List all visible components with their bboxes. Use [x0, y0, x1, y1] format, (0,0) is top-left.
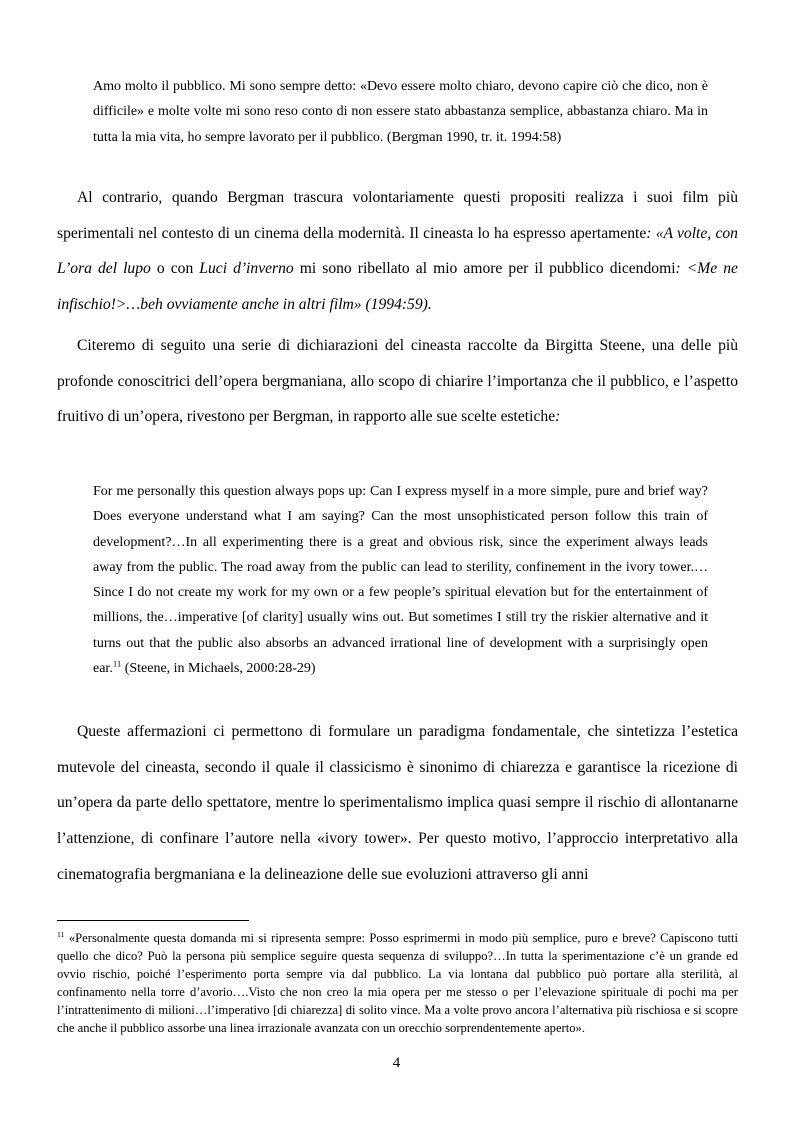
quote-text: For me personally this question always pops up: Can I express myself in a more simple, pure and brief way? Does everyone understand what I am saying? Can the most unsophisticated person follow this train of development?…In all experimenting there is a great and obvious risk, since the experiment always leads away from the public. The road away from the public can lead to sterility, confinement in the ivory tower.…Since I do not create my work for my own or a few people’s spiritual elevation but for the entertainment of millions, the…imperative [of clarity] usually wins out. But sometimes I still try the riskier alternative and it turns out that the public also absorbs an advanced irrational line of development with a surprisingly open ear.	[93, 484, 708, 677]
paragraph-text-italic: : «A volte, con	[646, 224, 738, 242]
footnote-11	[57, 929, 738, 1038]
paragraph-text: Al contrario, quando Bergman trascura volontariamente questi propositi realizza i suoi film più sperimentali nel contesto di un cinema della modernità. Il cineasta lo ha espresso apertamente	[57, 189, 738, 242]
quote-citation: (Steene, in Michaels, 2000:28-29)	[121, 661, 316, 677]
paragraph-text-italic: : <Me ne infischio!>…beh ovviamente anche in altri film» (1994:59).	[57, 260, 738, 314]
paragraph-text: mi sono ribellato al mio amore per il pubblico dicendomi	[293, 260, 676, 278]
footnote-reference[interactable]: 11	[112, 658, 122, 669]
paragraph-text: Queste affermazioni ci permettono di formulare un paradigma fondamentale, che sintetizza l’estetica mutevole del cineasta, secondo il quale il classicismo è sinonimo di chiarezza e garantisce la ricezione di un’opera da parte dello spettatore, mentre lo sperimentalismo implica quasi sempre il rischio di allontanarne l’attenzione, di confinare l’autore nella «ivory tower». Per questo motivo, l’approccio interpretativo alla cinematografia bergmaniana e la delineazione delle sue evoluzioni attraverso gli anni	[57, 723, 738, 883]
body-paragraph-modernity	[57, 180, 738, 323]
film-title-luci-d-inverno: Luci d’inverno	[199, 260, 294, 278]
page-number: 4	[392, 1055, 401, 1071]
paragraph-text: o con	[150, 260, 200, 278]
block-quote-bergman	[93, 74, 708, 150]
footnote-number: 11	[57, 929, 65, 939]
paragraph-colon: :	[555, 408, 561, 426]
footnote-separator	[57, 920, 249, 921]
block-quote-steene	[93, 479, 708, 681]
film-title-ora-del-lupo: L’ora del lupo	[57, 260, 151, 278]
footnote-text: «Personalmente questa domanda mi si ripresenta sempre: Posso esprimermi in modo più semplice, puro e breve? Capiscono tutti quello che dico? Può la persona più semplice seguire questa sequenza di sviluppo?…In tutta la sperimentazione c’è un grande ed ovvio rischio, poiché l’esperimento porta sempre via dal pubblico. La via lontana dal pubblico può portare alla sterilità, al confinamento nella torre d’avorio….Visto che non creo la mia opera per me stesso o per l’elevazione spirituale di pochi ma per l’intrattenimento di milioni…l’imperativo [di chiarezza] di solito vince. Ma a volte provo ancora l’alternativa più rischiosa e si scopre che anche il pubblico assorbe una linea irrazionale avanzata con un orecchio sorprendentemente aperto».	[57, 931, 738, 1036]
paragraph-text: Citeremo di seguito una serie di dichiarazioni del cineasta raccolte da Birgitta Steene, una delle più profonde conoscitrici dell’opera bergmaniana, allo scopo di chiarire l’importanza che il pubblico, e l’aspetto fruitivo di un’opera, rivestono per Bergman, in rapporto alle sue scelte estetiche	[57, 337, 738, 426]
quote-text: Amo molto il pubblico. Mi sono sempre detto: «Devo essere molto chiaro, devono capire ciò che dico, non è difficile» e molte volte mi sono reso conto di non essere stato abbastanza semplice, abbastanza chiaro. Ma in tutta la mia vita, ho sempre lavorato per il pubblico. (Bergman 1990, tr. it. 1994:58)	[93, 79, 708, 145]
body-paragraph-steene	[57, 328, 738, 435]
body-paragraph-paradigm	[57, 714, 738, 893]
